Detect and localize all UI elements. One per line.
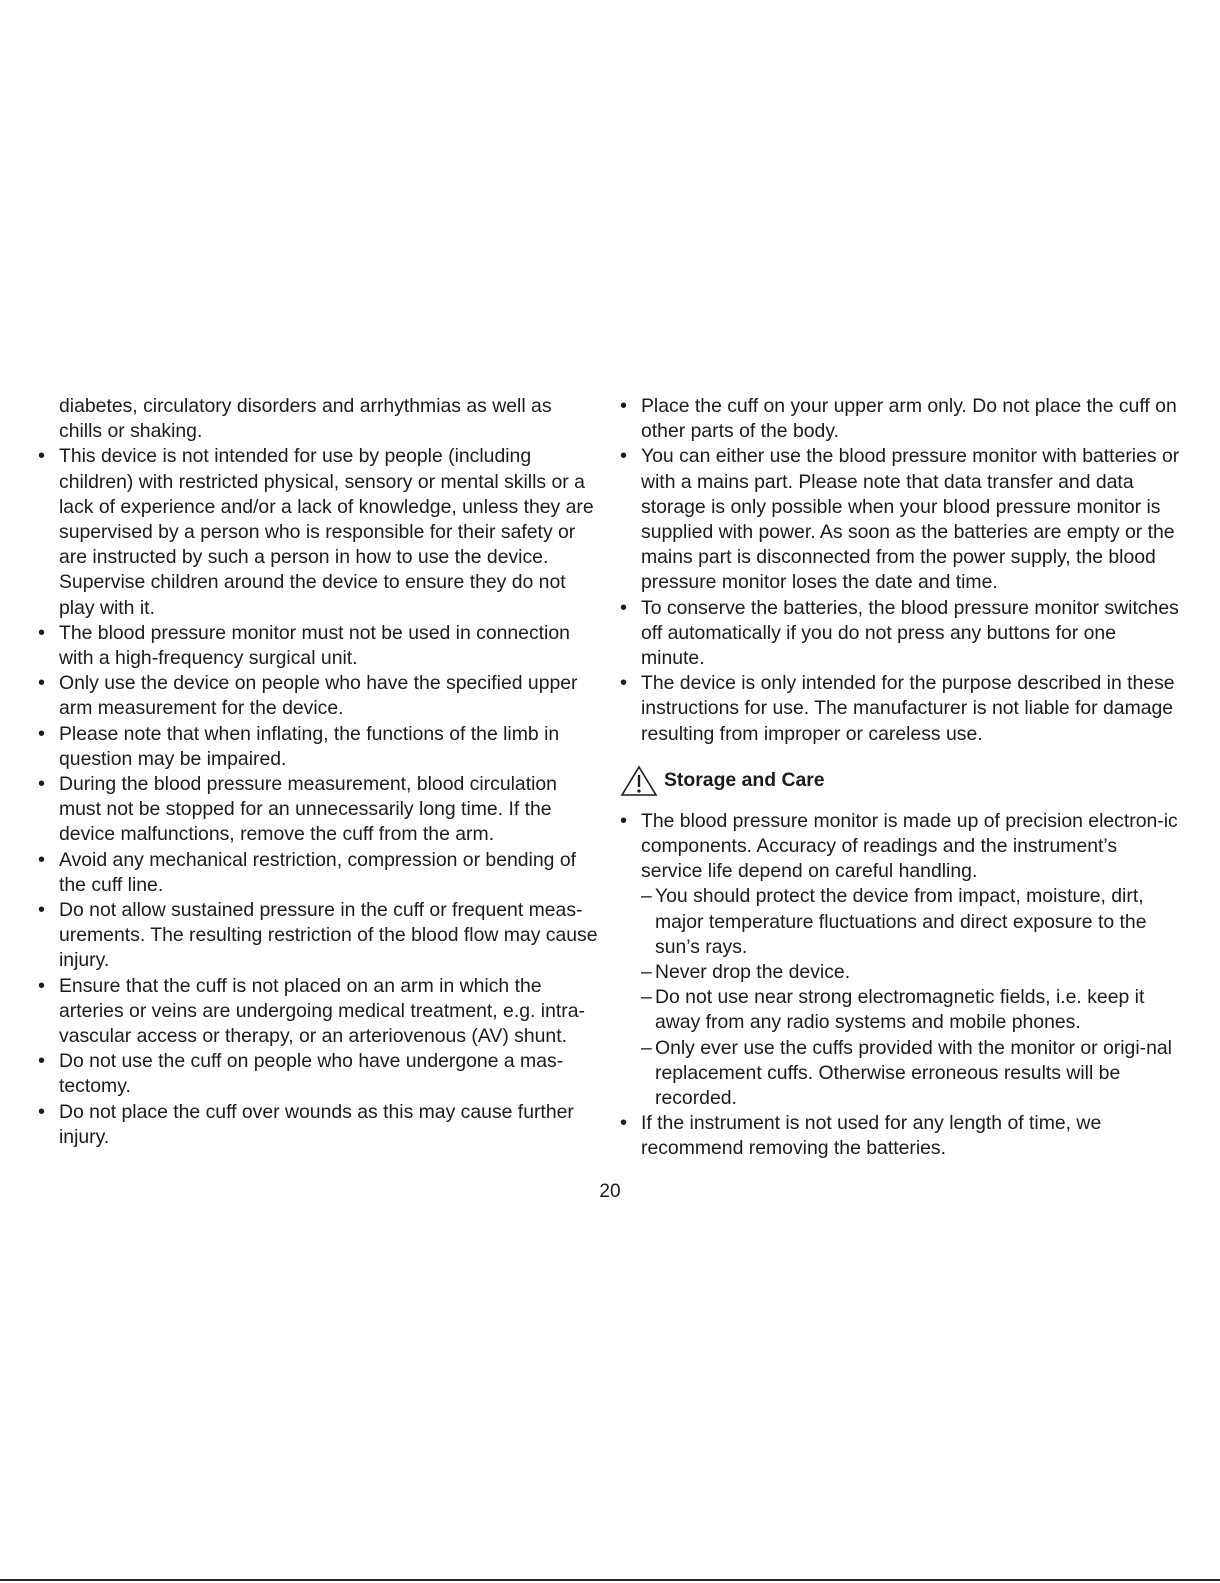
list-item: • Please note that when inflating, the functions of the limb in question may be impaired. [38, 722, 598, 772]
sub-list-item: – Do not use near strong electromagnetic fields, i.e. keep it away from any radio systems and mobile phones. [641, 985, 1180, 1035]
page-number: 20 [599, 1181, 621, 1202]
list-item: • Only use the device on people who have the specified upper arm measurement for the device. [38, 671, 598, 721]
dash-sub-list [641, 884, 1180, 1111]
list-item: • If the instrument is not used for any length of time, we recommend removing the batteries. [620, 1111, 1180, 1161]
right-bullet-list [620, 394, 1180, 747]
list-item: • To conserve the batteries, the blood pressure monitor switches off automatically if you do not press any buttons for one minute. [620, 596, 1180, 672]
list-item: • You can either use the blood pressure monitor with batteries or with a mains part. Please note that data transfer and data storage is only possible when your blood pressure monitor is supplied with power. As soon as the batteries are empty or the mains part is disconnected from the power supply, the blood pressure monitor loses the date and time. [620, 444, 1180, 595]
storage-bullet-list [620, 809, 1180, 1162]
list-item: • This device is not intended for use by people (including children) with restricted physical, sensory or mental skills or a lack of experience and/or a lack of knowledge, unless they are supervised by a person who is responsible for their safety or are instructed by such a person in how to use the device. Supervise children around the device to ensure they do not play with it. [38, 444, 598, 620]
list-item-text: The blood pressure monitor is made up of precision electron-ic components. Accuracy of readings and the instrument’s service life depend on careful handling. [641, 809, 1178, 883]
sub-list-item: – Only ever use the cuffs provided with the monitor or origi-nal replacement cuffs. Otherwise erroneous results will be recorded. [641, 1036, 1180, 1112]
warning-triangle-icon [620, 765, 658, 797]
list-item: • Avoid any mechanical restriction, compression or bending of the cuff line. [38, 848, 598, 898]
list-item [620, 809, 1180, 1111]
left-bullet-list [38, 394, 598, 1150]
list-item: • Ensure that the cuff is not placed on an arm in which the arteries or veins are undergoing medical treatment, e.g. intra-vascular access or therapy, or an arteriovenous (AV) shunt. [38, 974, 598, 1050]
bottom-divider [0, 1579, 1220, 1581]
right-column [620, 394, 1180, 1162]
list-item: • Do not use the cuff on people who have undergone a mas-tectomy. [38, 1049, 598, 1099]
list-item: • During the blood pressure measurement, blood circulation must not be stopped for an unnecessarily long time. If the device malfunctions, remove the cuff from the arm. [38, 772, 598, 848]
list-item: • Do not place the cuff over wounds as this may cause further injury. [38, 1100, 598, 1150]
list-item: • The blood pressure monitor must not be used in connection with a high-frequency surgical unit. [38, 621, 598, 671]
sub-list-item: – Never drop the device. [641, 960, 1180, 985]
list-item-continuation: diabetes, circulatory disorders and arrhythmias as well as chills or shaking. [59, 395, 552, 443]
section-heading-storage-and-care [620, 764, 1180, 798]
section-heading-text: Storage and Care [664, 769, 825, 792]
list-item: • Place the cuff on your upper arm only. Do not place the cuff on other parts of the body. [620, 394, 1180, 444]
list-item: • Do not allow sustained pressure in the cuff or frequent meas-urements. The resulting restriction of the blood flow may cause injury. [38, 898, 598, 974]
list-item: • The device is only intended for the purpose described in these instructions for use. The manufacturer is not liable for damage resulting from improper or careless use. [620, 671, 1180, 747]
left-column [38, 394, 598, 1150]
sub-list-item: – You should protect the device from impact, moisture, dirt, major temperature fluctuations and direct exposure to the sun’s rays. [641, 884, 1180, 960]
